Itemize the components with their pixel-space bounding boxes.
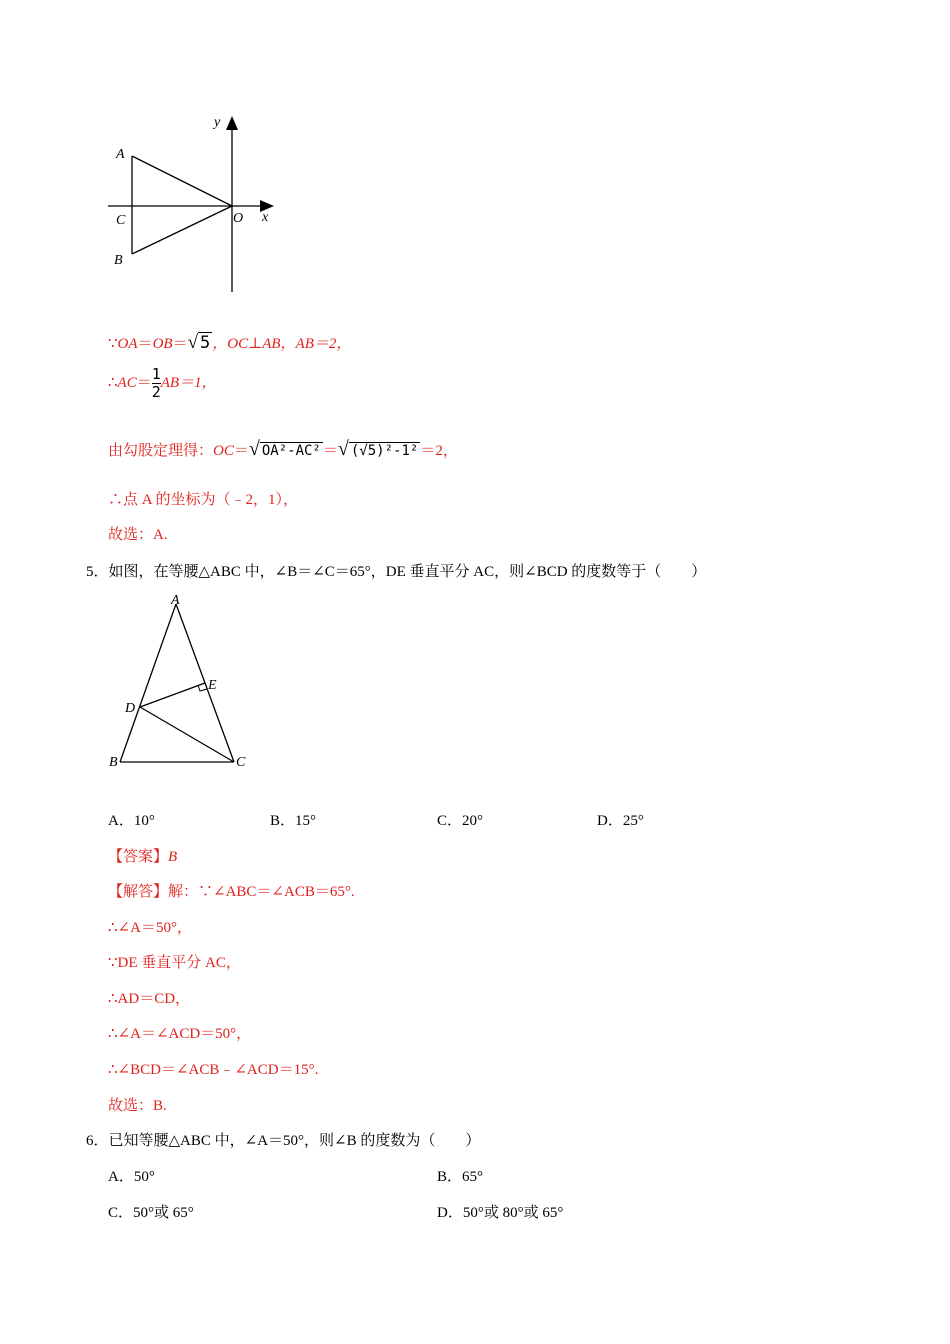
solution-line-3: 由勾股定理得：OC＝√ OA²-AC² ＝√ (√5)²-1² ＝2， bbox=[108, 438, 458, 460]
solution-line-1: ∵OA＝OB＝√ 5 ，OC⊥AB，AB＝2， bbox=[108, 332, 352, 353]
q5-analysis-line-4: ∴AD＝CD， bbox=[108, 991, 191, 1007]
label-d: D bbox=[125, 701, 136, 716]
q5-analysis-line-1: 【解答】解：∵∠ABC＝∠ACB＝65°. bbox=[108, 884, 355, 900]
q5-option-a[interactable]: A．10° bbox=[108, 813, 155, 829]
segment-ao bbox=[132, 156, 232, 206]
q5-text: 如图，在等腰△ABC 中，∠B＝∠C＝65°，DE 垂直平分 AC，则∠BCD 的度数等于（ ） bbox=[108, 564, 707, 580]
q6-number: 6． bbox=[86, 1133, 109, 1149]
q5-analysis-line-3: ∵DE 垂直平分 AC， bbox=[108, 955, 241, 971]
label-a: A bbox=[171, 593, 180, 608]
coordinate-triangle-figure bbox=[100, 108, 290, 298]
label-b: B bbox=[114, 253, 123, 268]
label-e: E bbox=[208, 678, 217, 693]
segment-dc bbox=[140, 707, 234, 762]
q6-text: 已知等腰△ABC 中，∠A＝50°，则∠B 的度数为（ ） bbox=[108, 1133, 481, 1149]
solution-line-4: ∴点 A 的坐标为（﹣2，1）， bbox=[108, 492, 299, 508]
q5-analysis-line-2: ∴∠A＝50°， bbox=[108, 920, 192, 936]
label-a: A bbox=[116, 147, 125, 162]
q5-answer: 【答案】B bbox=[108, 849, 178, 865]
solution-line-2: ∴AC＝ $\frac{1}{2}$ AB＝1， bbox=[108, 365, 217, 401]
q5-analysis-line-5: ∴∠A＝∠ACD＝50°， bbox=[108, 1026, 252, 1042]
segment-bo bbox=[132, 206, 232, 254]
label-c: C bbox=[116, 213, 126, 228]
segment-de bbox=[140, 683, 205, 707]
q6-stem bbox=[86, 1129, 480, 1150]
q5-option-d[interactable]: D．25° bbox=[597, 813, 644, 829]
q5-number: 5． bbox=[86, 564, 109, 580]
label-b: B bbox=[109, 755, 118, 770]
q5-option-b[interactable]: B．15° bbox=[270, 813, 317, 829]
label-c: C bbox=[236, 755, 246, 770]
label-y: y bbox=[214, 115, 221, 130]
isosceles-triangle-figure bbox=[100, 588, 260, 778]
q6-option-a[interactable]: A．50° bbox=[108, 1169, 155, 1185]
segment-ab bbox=[120, 604, 176, 762]
label-x: x bbox=[262, 210, 269, 225]
q5-analysis-line-6: ∴∠BCD＝∠ACB﹣∠ACD＝15°. bbox=[108, 1062, 319, 1078]
label-o: O bbox=[233, 211, 244, 226]
q6-option-c[interactable]: C．50°或 65° bbox=[108, 1205, 194, 1221]
q6-option-d[interactable]: D．50°或 80°或 65° bbox=[437, 1205, 564, 1221]
y-axis-arrow bbox=[226, 116, 238, 130]
q5-stem bbox=[86, 560, 706, 581]
q6-option-b[interactable]: B．65° bbox=[437, 1169, 484, 1185]
q5-option-c[interactable]: C．20° bbox=[437, 813, 484, 829]
q5-analysis-line-7: 故选：B. bbox=[108, 1098, 167, 1114]
solution-line-5: 故选：A. bbox=[108, 527, 168, 543]
